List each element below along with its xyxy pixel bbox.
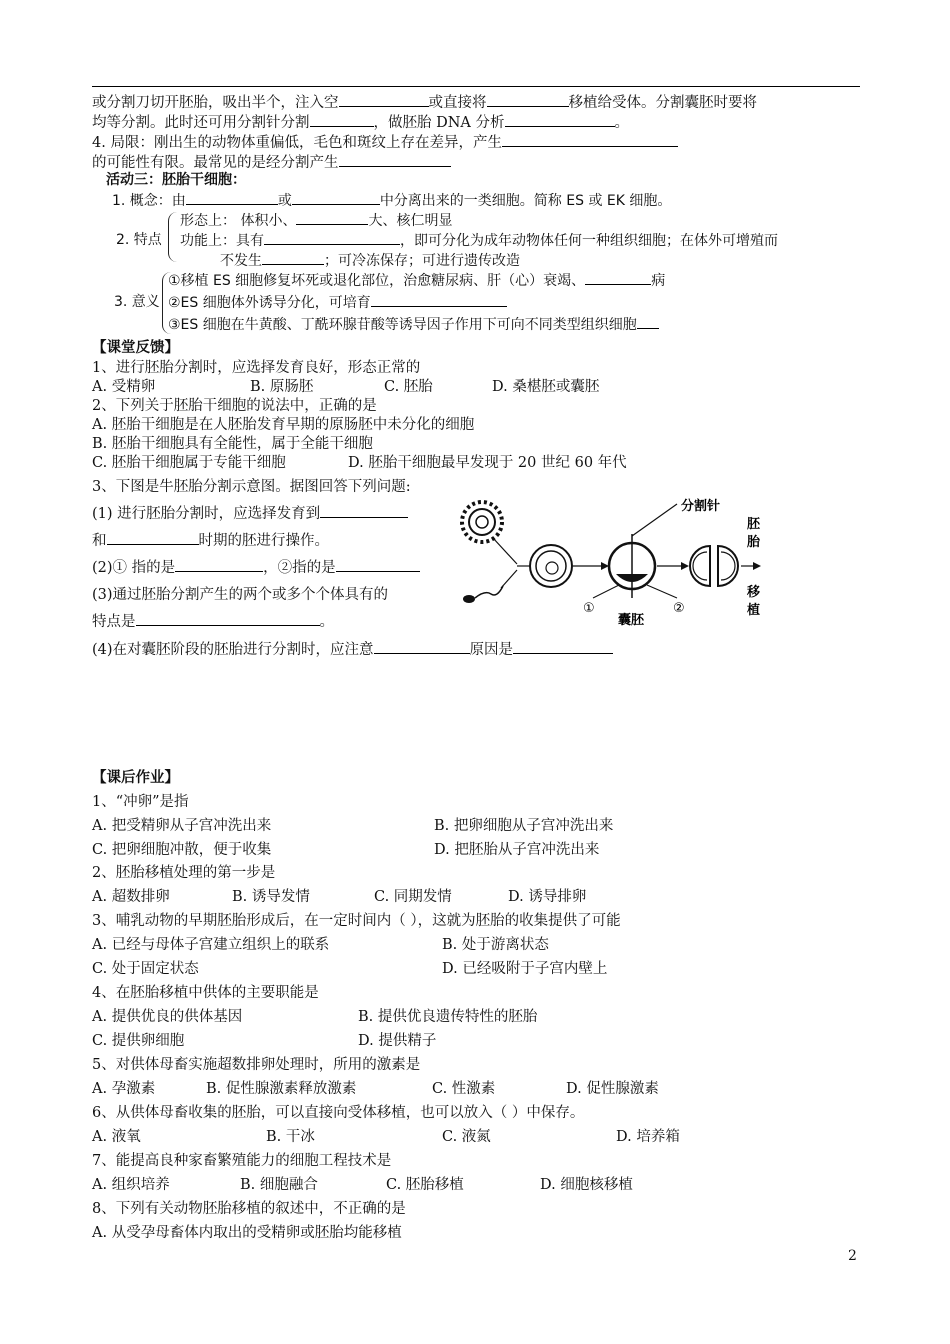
section-title-homework: 【课后作业】: [92, 769, 179, 786]
meaning-item-2: ②ES 细胞体外诱导分化，可培育: [168, 292, 507, 313]
option: A. 组织培养: [92, 1177, 170, 1193]
option: D. 提供精子: [358, 1033, 437, 1049]
option: B. 诱导发情: [232, 889, 310, 905]
meaning-label: 3. 意义: [114, 294, 160, 310]
option: D. 细胞核移植: [540, 1177, 633, 1193]
option: A. 提供优良的供体基因: [92, 1009, 243, 1025]
option: A. 胚胎干细胞是在人胚胎发育早期的原肠胚中未分化的细胞: [92, 417, 475, 433]
question: 2、下列关于胚胎干细胞的说法中，正确的是: [92, 398, 377, 414]
option: A. 受精卵: [92, 379, 156, 395]
form-line: 形态上： 体积小、 大、核仁明显: [180, 210, 452, 231]
concept-line: 1. 概念：由 或 中分离出来的一类细胞。简称 ES 或 EK 细胞。: [112, 190, 671, 211]
option: C. 性激素: [432, 1081, 496, 1097]
option: B. 干冰: [266, 1129, 315, 1145]
needle-pointer: [632, 504, 677, 536]
right-label: 胎: [747, 535, 761, 550]
right-label: 胚: [747, 517, 761, 532]
question: 8、下列有关动物胚胎移植的叙述中，不正确的是: [92, 1201, 406, 1217]
arrow-line: [493, 538, 517, 564]
option: C. 处于固定状态: [92, 961, 199, 977]
option: B. 胚胎干细胞具有全能性，属于全能干细胞: [92, 436, 373, 452]
pointer-2: [647, 585, 677, 598]
question: 6、从供体母畜收集的胚胎，可以直接向受体移植，也可以放入（ ）中保存。: [92, 1105, 585, 1121]
text-line: 4. 局限：刚出生的动物体重偏低，毛色和斑纹上存在差异，产生: [92, 132, 678, 153]
option: D. 诱导排卵: [508, 889, 587, 905]
brace: [168, 212, 177, 262]
page-number: 2: [848, 1248, 857, 1264]
question: 1、进行胚胎分割时，应选择发育良好，形态正常的: [92, 360, 421, 376]
right-label: 植: [747, 603, 761, 618]
feature-label: 2. 特点: [116, 232, 162, 248]
marker-2: ②: [673, 601, 685, 616]
option: C. 胚胎: [384, 379, 433, 395]
option: D. 已经吸附于子宫内壁上: [442, 961, 608, 977]
question: 7、能提高良种家畜繁殖能力的细胞工程技术是: [92, 1153, 392, 1169]
question: 3、下图是牛胚胎分割示意图。据图回答下列问题:: [92, 479, 411, 495]
section-title-feedback: 【课堂反馈】: [92, 339, 179, 356]
subquestion: 特点是 。: [92, 611, 334, 632]
arrow-line: [501, 570, 517, 588]
option: A. 超数排卵: [92, 889, 170, 905]
option: C. 液氮: [442, 1129, 491, 1145]
question: 5、对供体母畜实施超数排卵处理时，所用的激素是: [92, 1057, 421, 1073]
option: C. 把卵细胞冲散，便于收集: [92, 842, 272, 858]
question: 3、哺乳动物的早期胚胎形成后，在一定时间内（ ），这就为胚胎的收集提供了可能: [92, 913, 621, 929]
option: C. 胚胎干细胞属于专能干细胞: [92, 455, 286, 471]
marker-1: ①: [583, 601, 595, 616]
option: A. 把受精卵从子宫冲洗出来: [92, 818, 272, 834]
subquestion: (1) 进行胚胎分割时，应选择发育到: [92, 503, 408, 524]
option: D. 桑椹胚或囊胚: [492, 379, 600, 395]
text-line: 均等分割。此时还可用分割针分割 ，做胚胎 DNA 分析 。: [92, 112, 629, 133]
meaning-item-3: ③ES 细胞在牛黄酸、丁酰环腺苷酸等诱导因子作用下可向不同类型组织细胞: [168, 314, 659, 335]
subquestion: (4)在对囊胚阶段的胚胎进行分割时，应注意 原因是: [92, 639, 613, 660]
function-line: 功能上：具有 ，即可分化为成年动物体任何一种组织细胞；在体外可增殖而: [180, 230, 778, 251]
arrow-head: [753, 562, 761, 570]
option: D. 胚胎干细胞最早发现于 20 世纪 60 年代: [348, 455, 627, 471]
option: B. 提供优良遗传特性的胚胎: [358, 1009, 538, 1025]
question: 1、“冲卵”是指: [92, 794, 189, 810]
option: D. 促性腺激素: [566, 1081, 659, 1097]
option: A. 从受孕母畜体内取出的受精卵或胚胎均能移植: [92, 1225, 402, 1241]
pointer-1: [593, 585, 619, 598]
zygote-icon: [530, 545, 572, 587]
option: B. 处于游离状态: [442, 937, 549, 953]
sperm-icon: [463, 586, 503, 603]
arrow-head: [681, 562, 689, 570]
meaning-item-1: ①移植 ES 细胞修复坏死或退化部位，治愈糖尿病、肝（心）衰竭、 病: [168, 270, 665, 291]
subquestion: (2)① 指的是 ，②指的是: [92, 557, 420, 578]
option: B. 原肠胚: [250, 379, 314, 395]
embryo-splitting-diagram: [455, 490, 785, 640]
right-label: 移: [747, 585, 761, 600]
question: 2、胚胎移植处理的第一步是: [92, 865, 276, 881]
option: B. 促性腺激素释放激素: [206, 1081, 357, 1097]
option: D. 把胚胎从子宫冲洗出来: [434, 842, 600, 858]
needle-label: 分割针: [681, 499, 721, 514]
split-embryo-icon: [690, 546, 738, 586]
option: B. 细胞融合: [240, 1177, 318, 1193]
option: A. 已经与母体子宫建立组织上的联系: [92, 937, 330, 953]
text-line: 或分割刀切开胚胎，吸出半个，注入空 或直接将 移植给受体。分割囊胚时要将: [92, 92, 757, 113]
option: C. 提供卵细胞: [92, 1033, 185, 1049]
oocyte-icon: [462, 502, 502, 542]
subquestion: 和 时期的胚进行操作。: [92, 530, 329, 551]
blastocyst-label: 囊胚: [618, 613, 645, 628]
text-line: 的可能性有限。最常见的是经分割产生: [92, 152, 451, 173]
function-line-2: 不发生 ；可冷冻保存；可进行遗传改造: [220, 250, 520, 271]
section-title-activity3: 活动三：胚胎干细胞：: [106, 172, 246, 188]
header-rule: [92, 86, 860, 87]
option: D. 培养箱: [616, 1129, 680, 1145]
subquestion: (3)通过胚胎分割产生的两个或多个个体具有的: [92, 587, 389, 603]
option: C. 同期发情: [374, 889, 452, 905]
question: 4、在胚胎移植中供体的主要职能是: [92, 985, 319, 1001]
option: C. 胚胎移植: [386, 1177, 464, 1193]
option: A. 孕激素: [92, 1081, 156, 1097]
option: A. 液氧: [92, 1129, 141, 1145]
option: B. 把卵细胞从子宫冲洗出来: [434, 818, 614, 834]
